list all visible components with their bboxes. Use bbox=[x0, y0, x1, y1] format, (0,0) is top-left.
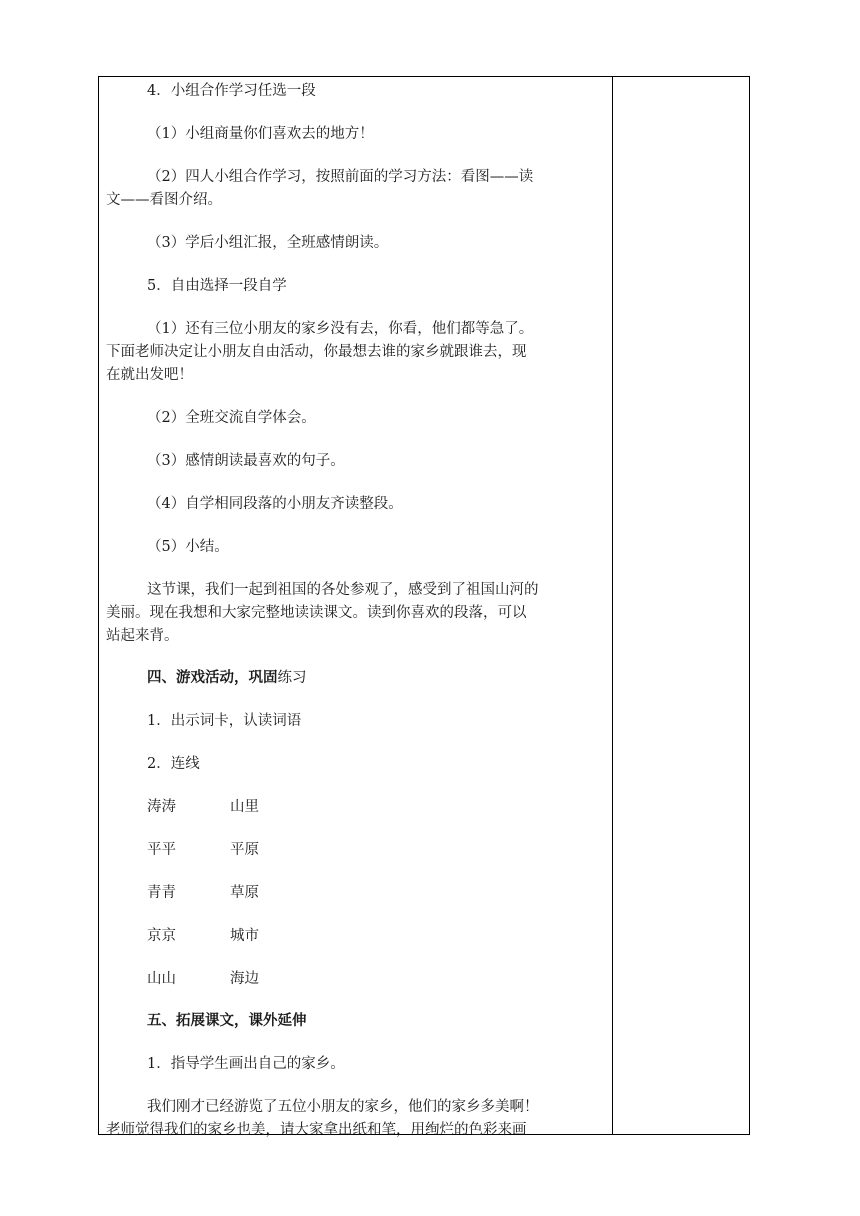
paragraph-continuation: 下面老师决定让小朋友自由活动，你最想去谁的家乡就跟谁去，现 bbox=[106, 344, 527, 360]
step-heading: 2．连线 bbox=[147, 756, 200, 772]
section-heading-normal: 练习 bbox=[277, 670, 307, 686]
match-pair bbox=[106, 924, 606, 948]
step-heading: 1．指导学生画出自己的家乡。 bbox=[147, 1056, 345, 1072]
section-heading-bold: 四、游戏活动，巩固 bbox=[147, 669, 278, 686]
match-right: 海边 bbox=[230, 971, 259, 987]
match-left: 青青 bbox=[147, 885, 176, 901]
paragraph: （1）还有三位小朋友的家乡没有去，你看，他们都等急了。 bbox=[147, 321, 534, 337]
paragraph: （2）四人小组合作学习，按照前面的学习方法：看图——读 bbox=[147, 169, 534, 185]
paragraph: 这节课，我们一起到祖国的各处参观了，感受到了祖国山河的 bbox=[147, 582, 539, 598]
step-heading: 4．小组合作学习任选一段 bbox=[147, 83, 316, 99]
paragraph: （5）小结。 bbox=[147, 539, 229, 555]
paragraph: （4）自学相同段落的小朋友齐读整段。 bbox=[147, 496, 403, 512]
paragraph: （3）学后小组汇报，全班感情朗读。 bbox=[147, 235, 389, 251]
paragraph-continuation: 站起来背。 bbox=[106, 628, 179, 644]
section-heading: 五、拓展课文，课外延伸 bbox=[147, 1012, 307, 1029]
match-right: 平原 bbox=[230, 842, 259, 858]
paragraph-continuation: 文——看图介绍。 bbox=[106, 192, 222, 208]
section-heading bbox=[106, 666, 647, 690]
paragraph-continuation: 老师觉得我们的家乡也美，请大家拿出纸和笔，用绚烂的色彩来画 bbox=[106, 1122, 527, 1138]
match-left: 平平 bbox=[147, 842, 176, 858]
match-right: 山里 bbox=[230, 799, 259, 815]
match-left: 山山 bbox=[147, 971, 176, 987]
step-heading: 1．出示词卡，认读词语 bbox=[147, 713, 302, 729]
match-pair bbox=[106, 838, 606, 862]
match-pair bbox=[106, 967, 606, 991]
match-pair bbox=[106, 795, 606, 819]
match-left: 涛涛 bbox=[147, 799, 176, 815]
paragraph: （2）全班交流自学体会。 bbox=[147, 410, 316, 426]
lesson-table bbox=[98, 76, 750, 1138]
match-pair bbox=[106, 881, 606, 905]
paragraph: 我们刚才已经游览了五位小朋友的家乡，他们的家乡多美啊！ bbox=[147, 1099, 539, 1115]
match-right: 草原 bbox=[230, 885, 259, 901]
paragraph: （1）小组商量你们喜欢去的地方！ bbox=[147, 126, 374, 142]
step-heading: 5．自由选择一段自学 bbox=[147, 278, 287, 294]
paragraph-continuation: 在就出发吧！ bbox=[106, 367, 193, 383]
match-left: 京京 bbox=[147, 928, 176, 944]
match-right: 城市 bbox=[230, 928, 259, 944]
paragraph-continuation: 美丽。现在我想和大家完整地读读课文。读到你喜欢的段落，可以 bbox=[106, 605, 527, 621]
paragraph: （3）感情朗读最喜欢的句子。 bbox=[147, 453, 345, 469]
